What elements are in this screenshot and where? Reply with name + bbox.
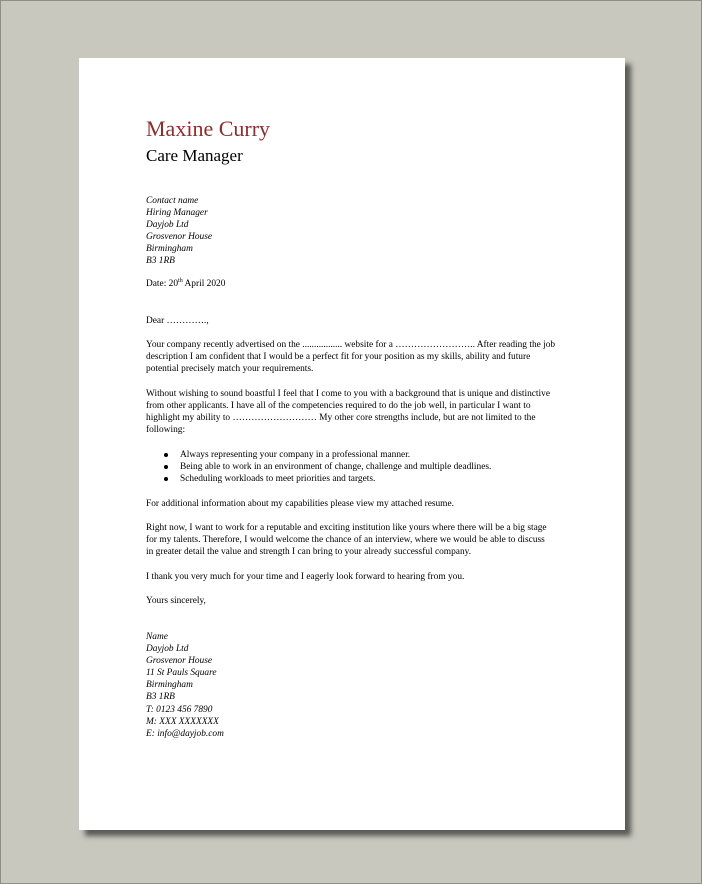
paragraph-line: I thank you very much for your time and I eagerly look forward to hearing from you.: [146, 572, 465, 582]
recipient-line: Hiring Manager: [146, 208, 208, 219]
paragraph-line: Right now, I want to work for a reputable and exciting institution like yours where there will be a big stage: [146, 523, 547, 533]
signature-line: Dayjob Ltd: [146, 644, 189, 655]
recipient-line: Dayjob Ltd: [146, 220, 189, 231]
bullet-icon: [164, 465, 168, 469]
applicant-name: Maxine Curry: [146, 116, 271, 141]
letter-date: [146, 278, 566, 290]
date-rest: April 2020: [182, 279, 226, 289]
paragraph-line: highlight my ability to ……………………… My other core strengths include, but are not limited to the: [146, 413, 536, 424]
paragraph-line: For additional information about my capabilities please view my attached resume.: [146, 499, 454, 509]
paragraph-line: from other applicants. I have all of the competencies required to do the job well, in particular I want to: [146, 401, 531, 412]
paragraph-intro: [146, 339, 566, 375]
bullet-text: Scheduling workloads to meet priorities and targets.: [180, 474, 376, 485]
paragraph-line: potential precisely match your requirements.: [146, 364, 314, 375]
document-page: [79, 58, 625, 830]
list-item: [180, 473, 566, 485]
strengths-list: [146, 449, 566, 485]
paragraph-line: description I am confident that I would be a perfect fit for your position as my skills, ability and future: [146, 352, 531, 363]
paragraph-line: for my talents. Therefore, I would welcome the chance of an interview, where we would be able to discuss: [146, 535, 545, 546]
list-item: [180, 449, 566, 461]
signature-line: Grosvenor House: [146, 656, 213, 667]
signature-line: Birmingham: [146, 680, 193, 691]
recipient-line: Grosvenor House: [146, 232, 213, 243]
signature-line: Name: [146, 632, 168, 642]
list-item: [180, 461, 566, 473]
bullet-text: Always representing your company in a professional manner.: [180, 450, 411, 460]
signature-line: B3 1RB: [146, 692, 175, 703]
recipient-line: Birmingham: [146, 244, 193, 255]
signature-block: [146, 631, 566, 740]
signature-line: E: info@dayjob.com: [146, 728, 224, 739]
paragraph-interview: [146, 522, 566, 558]
signature-line: 11 St Pauls Square: [146, 668, 217, 679]
paragraph-background: [146, 388, 566, 436]
paragraph-resume: [146, 498, 566, 510]
recipient-line: B3 1RB: [146, 256, 175, 267]
closing-text: Yours sincerely,: [146, 596, 206, 606]
paragraph-line: Without wishing to sound boastful I feel that I come to you with a background that is unique and distinctive: [146, 389, 550, 399]
closing: [146, 595, 566, 607]
bullet-icon: [164, 477, 168, 481]
date-ordinal: th: [178, 277, 183, 284]
paragraph-thanks: [146, 571, 566, 583]
signature-line: T: 0123 456 7890: [146, 704, 213, 715]
bullet-icon: [164, 453, 168, 457]
signature-line: M: XXX XXXXXXX: [146, 716, 219, 727]
salutation-text: Dear ………….,: [146, 316, 209, 326]
job-title: Care Manager: [146, 146, 243, 165]
paragraph-line: following:: [146, 425, 186, 436]
recipient-address: [146, 195, 566, 268]
paragraph-line: in greater detail the value and strength I can bring to your already successful company.: [146, 547, 472, 558]
recipient-line: Contact name: [146, 196, 199, 206]
bullet-text: Being able to work in an environment of change, challenge and multiple deadlines.: [180, 462, 492, 473]
paragraph-line: Your company recently advertised on the ................. website for a …………………….. After reading the job: [146, 340, 556, 350]
salutation: [146, 315, 566, 327]
date-prefix: Date: 20: [146, 279, 179, 289]
